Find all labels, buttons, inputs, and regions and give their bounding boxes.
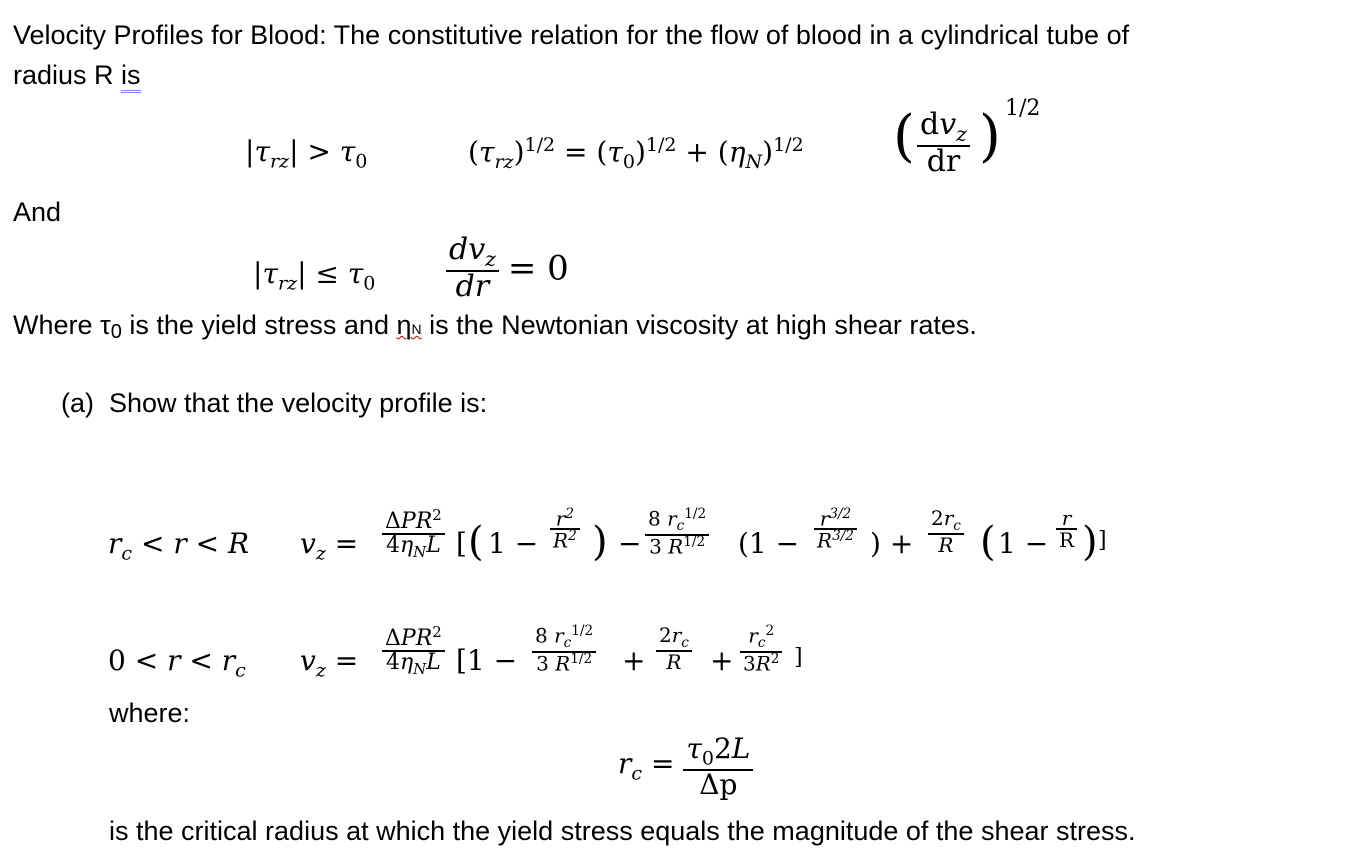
and-label: And — [13, 197, 62, 227]
eta-char: η — [396, 310, 412, 340]
intro-line-2 — [13, 60, 141, 91]
eq2-expression: $\frac{dv_z}{dr}$ = 0 — [446, 235, 569, 302]
eq4-condition: $0 < r < r_c$ — [108, 644, 246, 682]
eq3-expression: $v_z$ = $\Delta PR^2$ $4\eta_NL$ [ ( 1 − $\frac{r^2}{R^2}$ ) − $\frac{8 r_c^{1/2}}{3 R^{1/2}}$ (1 − $\frac{r^{3/2}}{R^{3/2}}$ ) + $\frac{2r_c}{R}$ ( 1 − $\frac{r}{R}$ ) ] — [300, 506, 1107, 565]
eq2-condition: $|\tau_{rz}| \le \tau_0$ — [253, 257, 376, 295]
where-part3: is the Newtonian viscosity at high shear rates. — [421, 310, 977, 340]
intro-line-2-prefix: radius R — [13, 60, 122, 90]
eq4-expression: $v_z$ = $\Delta PR^2$ $4\eta_NL$ [1 − $\frac{8 r_c^{1/2}}{3 R^{1/2}}$ + $\frac{2r_c}{R}$ + $\frac{r_c^2}{3R^2}$ ] — [300, 623, 803, 682]
final-text: is the critical radius at which the yield stress equals the magnitude of the shear stress. — [109, 816, 1136, 846]
where-part1: Where τ — [13, 310, 111, 340]
tau-subscript-0: 0 — [110, 321, 122, 343]
eq1-condition: $|\tau_{rz}| > \tau_0$ — [245, 135, 368, 173]
eta-symbol — [396, 310, 421, 340]
intro-is-word: is — [121, 60, 141, 93]
part-a-text: Show that the velocity profile is: — [109, 388, 488, 418]
intro-line-1: Velocity Profiles for Blood: The constitutive relation for the flow of blood in a cylindrical tube of — [13, 20, 1130, 50]
eta-subscript-n: N — [411, 321, 422, 337]
eq3-condition: $r_c < r < R$ — [108, 527, 250, 565]
eq5-expression: $r_c$ = $\frac{\tau_02L}{\Delta p}$ — [618, 735, 753, 799]
where-label: where: — [109, 698, 191, 728]
part-a-label: (a) — [61, 388, 94, 418]
where-sentence — [13, 310, 977, 344]
where-part2: is the yield stress and — [121, 310, 397, 340]
